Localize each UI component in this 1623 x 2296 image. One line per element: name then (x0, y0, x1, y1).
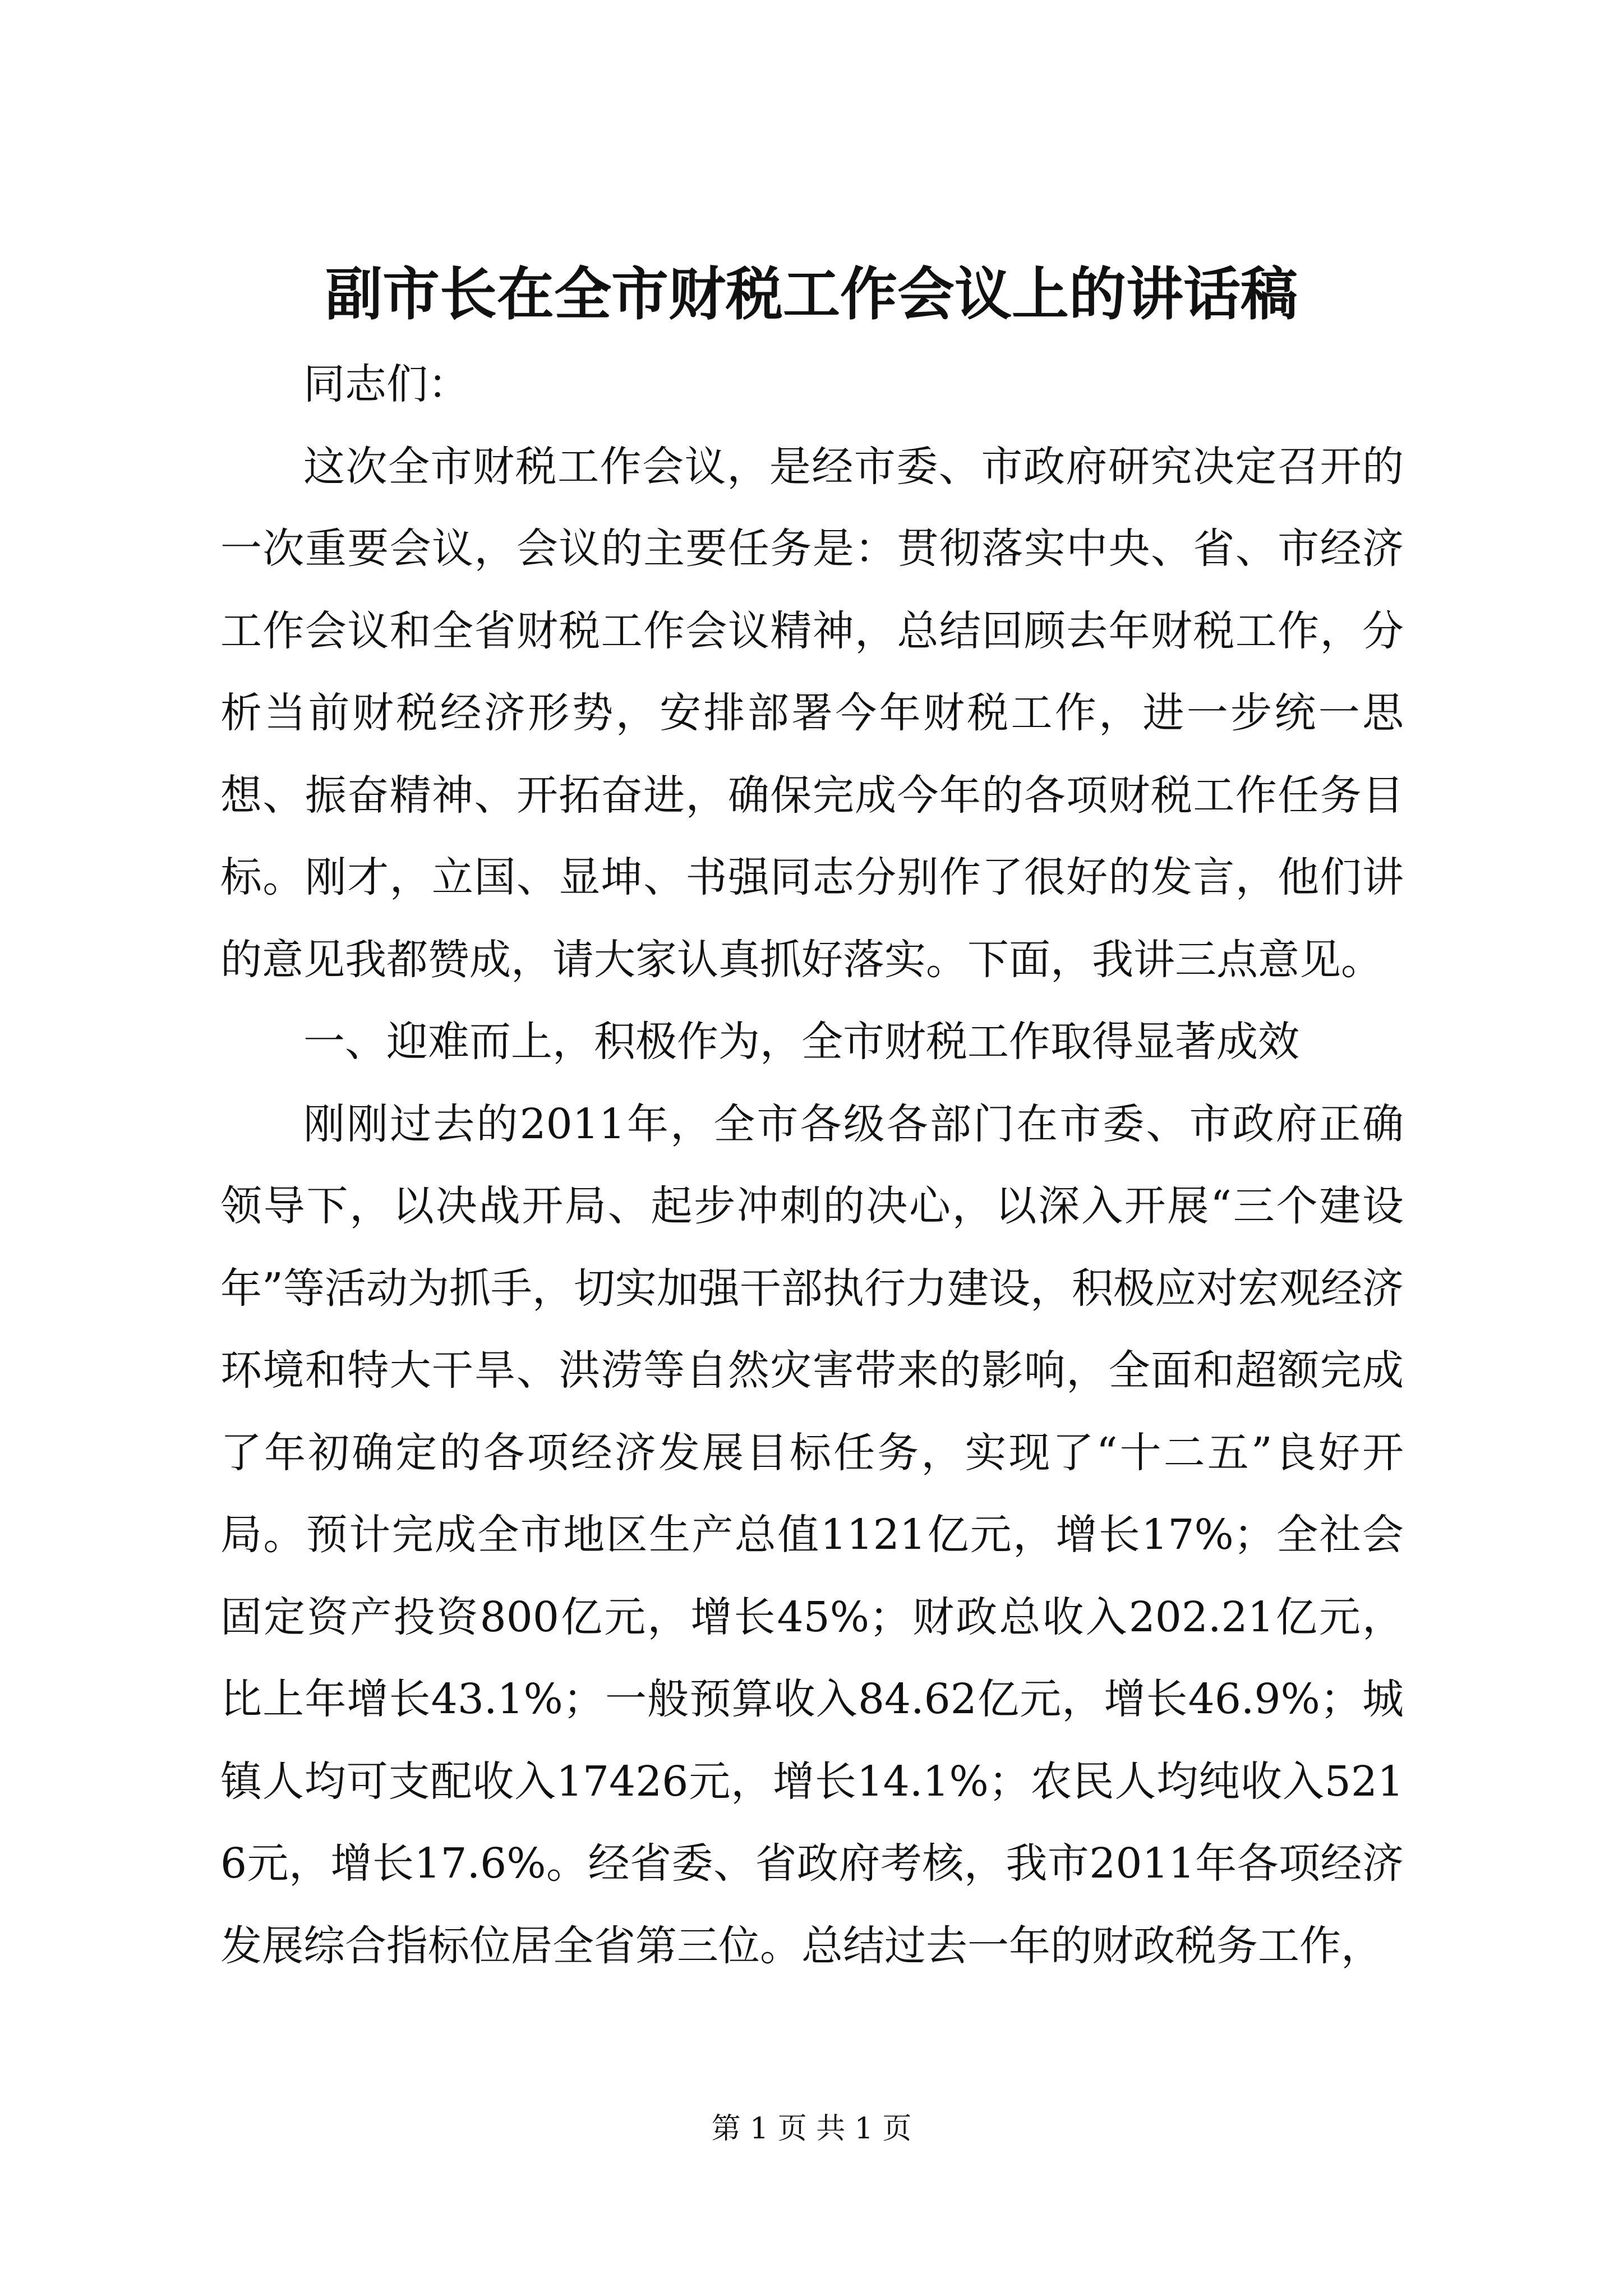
document-title: 副市长在全市财税工作会议上的讲话稿 (325, 261, 1298, 328)
review-paragraph: 刚刚过去的2011年，全市各级各部门在市委、市政府正确领导下，以决战开局、起步冲刺的决心，以深入开展“三个建设年”等活动为抓手，切实加强干部执行力建设，积极应对宏观经济环境和特大干旱、洪涝等自然灾害带来的影响，全面和超额完成了年初确定的各项经济发展目标任务，实现了“十二五”良好开局。预计完成全市地区生产总值1121亿元，增长17%；全社会固定资产投资800亿元，增长45%；财政总收入202.21亿元，比上年增长43.1%；一般预算收入84.62亿元，增长46.9%；城镇人均可支配收入17426元，增长14.1%；农民人均纯收入5216元，增长17.6%。经省委、省政府考核，我市2011年各项经济发展综合指标位居全省第三位。总结过去一年的财政税务工作， (220, 1099, 1404, 1970)
section-heading-one: 一、迎难而上，积极作为，全市财税工作取得显著成效 (303, 1018, 1299, 1066)
document-body (220, 343, 1404, 1987)
intro-paragraph: 这次全市财税工作会议，是经市委、市政府研究决定召开的一次重要会议，会议的主要任务是：贯彻落实中央、省、市经济工作会议和全省财税工作会议精神，总结回顾去年财税工作，分析当前财税经济形势，安排部署今年财税工作，进一步统一思想、振奋精神、开拓奋进，确保完成今年的各项财税工作任务目标。刚才，立国、显坤、书强同志分别作了很好的发言，他们讲的意见我都赞成，请大家认真抓好落实。下面，我讲三点意见。 (220, 442, 1404, 984)
salutation-paragraph: 同志们： (303, 360, 469, 408)
page-footer: 第 1 页 共 1 页 (711, 2112, 912, 2146)
